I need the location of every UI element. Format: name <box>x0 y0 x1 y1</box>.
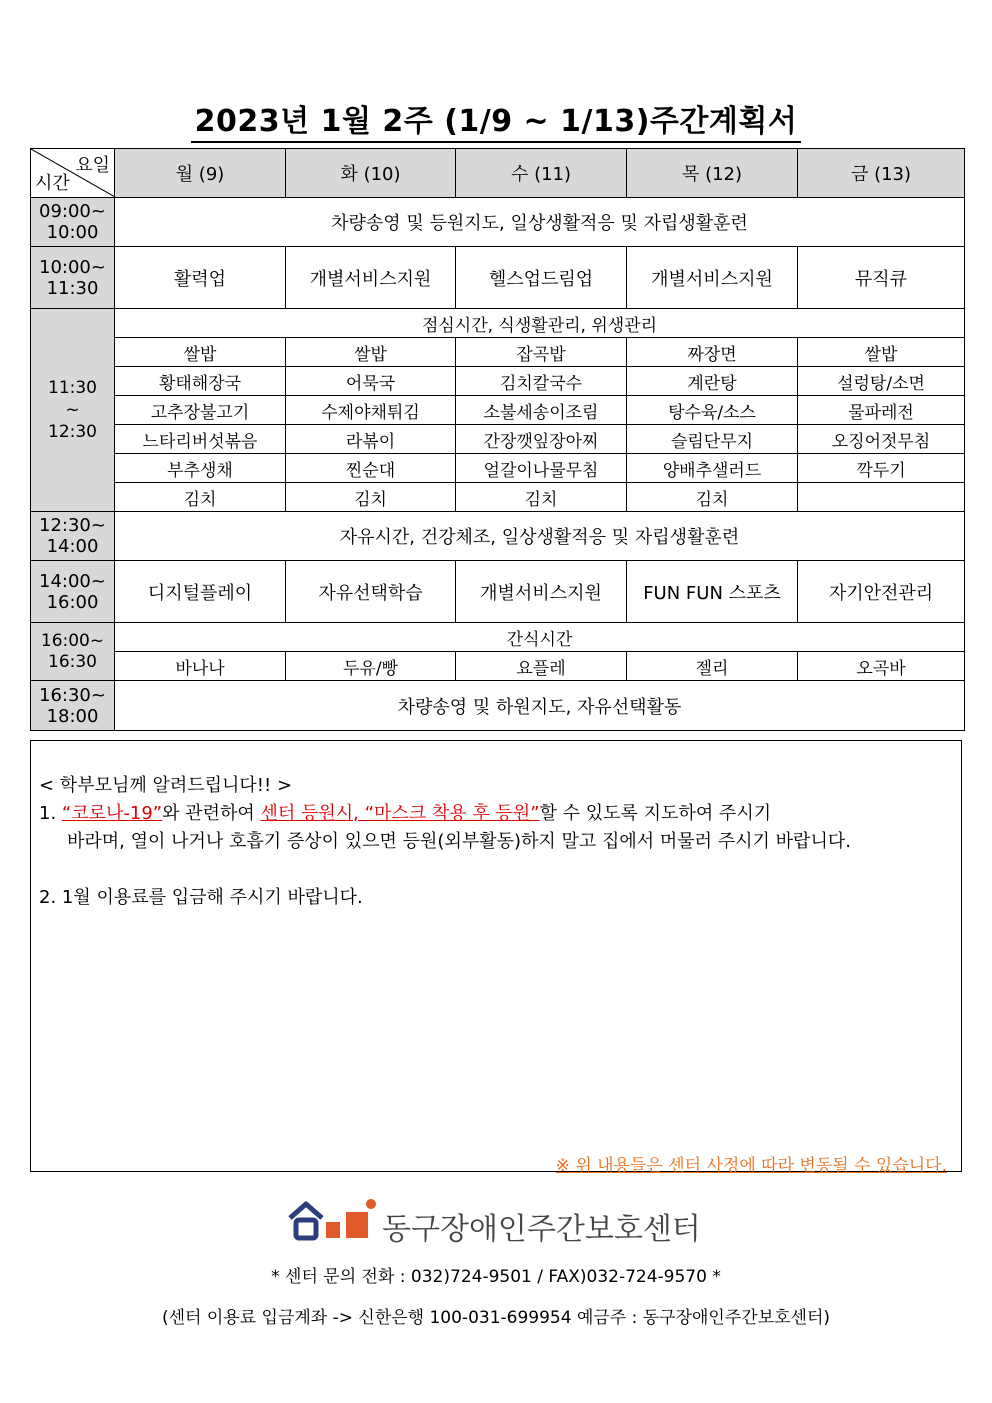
menu-item: 얼갈이나물무침 <box>456 454 627 483</box>
covid-highlight: “코로나-19” <box>61 803 163 824</box>
menu-item: 김치 <box>627 483 798 512</box>
snack-item: 두유/빵 <box>286 652 456 681</box>
menu-item: 김치 <box>286 483 456 512</box>
activity-cell: 개별서비스지원 <box>627 247 798 309</box>
schedule-row <box>31 681 965 731</box>
schedule-row <box>31 512 965 561</box>
menu-item: 깍두기 <box>798 454 965 483</box>
corner-cell <box>31 149 115 198</box>
mask-highlight: 센터 등원시, “마스크 착용 후 등원” <box>260 803 540 824</box>
notice-item-2: 2. 1월 이용료를 입금해 주시기 바랍니다. <box>39 887 363 908</box>
menu-item: 어묵국 <box>286 367 456 396</box>
menu-item: 탕수육/소스 <box>627 396 798 425</box>
snack-title-row <box>31 623 965 652</box>
snack-item: 바나나 <box>115 652 286 681</box>
snack-item: 오곡바 <box>798 652 965 681</box>
menu-item: 수제야채튀김 <box>286 396 456 425</box>
time-cell: 14:00~ 16:00 <box>31 561 115 623</box>
menu-item: 쌀밥 <box>286 338 456 367</box>
snack-title: 간식시간 <box>115 623 965 652</box>
activity-cell: 자유선택학습 <box>286 561 456 623</box>
time-cell: 16:00~ 16:30 <box>31 623 115 681</box>
account-info: (센터 이용료 입금계좌 -> 신한은행 100-031-699954 예금주 : 동구장애인주간보호센터) <box>161 1308 831 1328</box>
snack-item: 젤리 <box>627 652 798 681</box>
schedule-row <box>31 247 965 309</box>
menu-item: 김치칼국수 <box>456 367 627 396</box>
day-header: 월 (9) <box>115 149 286 198</box>
item-number: 1. <box>39 803 62 824</box>
menu-item: 물파레전 <box>798 396 965 425</box>
day-header: 금 (13) <box>798 149 965 198</box>
menu-item: 부추생채 <box>115 454 286 483</box>
menu-item: 오징어젓무침 <box>798 425 965 454</box>
menu-item: 양배추샐러드 <box>627 454 798 483</box>
notice-text: 와 관련하여 <box>162 803 261 824</box>
activity-cell: FUN FUN 스포츠 <box>627 561 798 623</box>
menu-item: 김치 <box>456 483 627 512</box>
contact-info: * 센터 문의 전화 : 032)724-9501 / FAX)032-724-9570 * <box>271 1267 721 1287</box>
center-name: 동구장애인주간보호센터 <box>382 1212 701 1247</box>
activity-cell: 차량송영 및 등원지도, 일상생활적응 및 자립생활훈련 <box>115 198 965 247</box>
menu-item: 설렁탕/소면 <box>798 367 965 396</box>
menu-item: 쌀밥 <box>115 338 286 367</box>
menu-item: 김치 <box>115 483 286 512</box>
menu-item: 계란탕 <box>627 367 798 396</box>
activity-cell: 개별서비스지원 <box>286 247 456 309</box>
activity-cell: 자기안전관리 <box>798 561 965 623</box>
menu-row <box>31 338 965 367</box>
day-header: 화 (10) <box>286 149 456 198</box>
notice-footnote: ※ 위 내용들은 센터 사정에 따라 변동될 수 있습니다. <box>555 1156 947 1176</box>
header-row <box>31 149 965 198</box>
activity-cell: 디지털플레이 <box>115 561 286 623</box>
snack-row <box>31 652 965 681</box>
activity-cell: 뮤직큐 <box>798 247 965 309</box>
activity-cell: 차량송영 및 하원지도, 자유선택활동 <box>115 681 965 731</box>
day-label: 요일 <box>75 155 110 176</box>
snack-item: 요플레 <box>456 652 627 681</box>
menu-item: 잡곡밥 <box>456 338 627 367</box>
menu-item: 간장깻잎장아찌 <box>456 425 627 454</box>
menu-item: 찐순대 <box>286 454 456 483</box>
time-label: 시간 <box>35 173 70 194</box>
menu-item <box>798 483 965 512</box>
notice-item-1 <box>39 799 771 825</box>
activity-cell: 개별서비스지원 <box>456 561 627 623</box>
menu-row <box>31 396 965 425</box>
menu-item: 슬림단무지 <box>627 425 798 454</box>
notice-heading: < 학부모님께 알려드립니다!! > <box>39 775 293 796</box>
notice-item-1-line2: 바라며, 열이 나거나 호흡기 증상이 있으면 등원(외부활동)하지 말고 집에서 머물러 주시기 바랍니다. <box>67 831 851 852</box>
schedule-row <box>31 198 965 247</box>
notice-box <box>30 740 962 1176</box>
day-header: 목 (12) <box>627 149 798 198</box>
activity-cell: 자유시간, 건강체조, 일상생활적응 및 자립생활훈련 <box>115 512 965 561</box>
menu-item: 쌀밥 <box>798 338 965 367</box>
activity-cell: 헬스업드림업 <box>456 247 627 309</box>
time-cell: 12:30~ 14:00 <box>31 512 115 561</box>
activity-cell: 활력업 <box>115 247 286 309</box>
menu-item: 느타리버섯볶음 <box>115 425 286 454</box>
time-cell: 16:30~ 18:00 <box>31 681 115 731</box>
time-cell: 11:30 ~ 12:30 <box>31 309 115 512</box>
center-logo-icon <box>286 1196 378 1246</box>
schedule-row <box>31 561 965 623</box>
menu-item: 고추장불고기 <box>115 396 286 425</box>
menu-item: 짜장면 <box>627 338 798 367</box>
menu-row <box>31 425 965 454</box>
menu-item: 소불세송이조림 <box>456 396 627 425</box>
menu-row <box>31 483 965 512</box>
schedule-table <box>30 148 965 731</box>
menu-item: 황태해장국 <box>115 367 286 396</box>
menu-item: 라볶이 <box>286 425 456 454</box>
menu-row <box>31 367 965 396</box>
notice-text: 할 수 있도록 지도하여 주시기 <box>539 803 772 824</box>
page-title: 2023년 1월 2주 (1/9 ~ 1/13)주간계획서 <box>0 96 992 140</box>
lunch-title: 점심시간, 식생활관리, 위생관리 <box>115 309 965 338</box>
time-cell: 10:00~ 11:30 <box>31 247 115 309</box>
menu-row <box>31 454 965 483</box>
time-cell: 09:00~ 10:00 <box>31 198 115 247</box>
lunch-title-row <box>31 309 965 338</box>
day-header: 수 (11) <box>456 149 627 198</box>
